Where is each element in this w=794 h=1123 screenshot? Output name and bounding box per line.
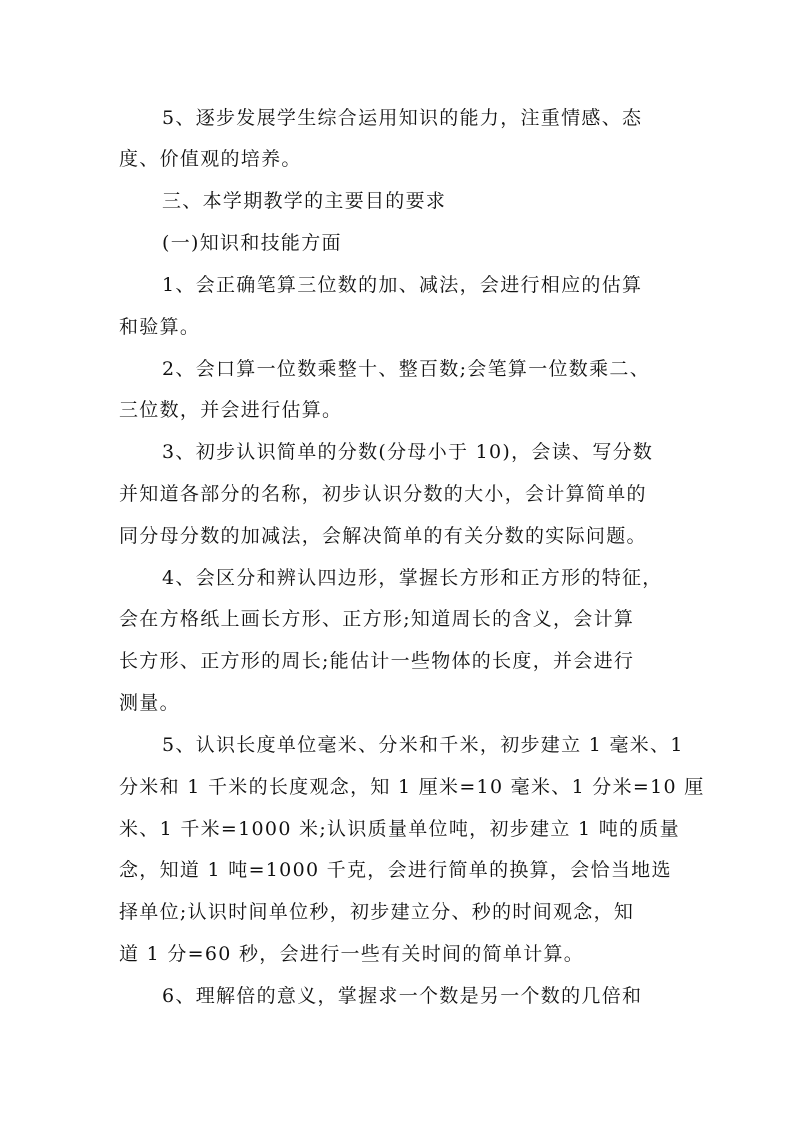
section-heading: 三、本学期教学的主要目的要求 (162, 190, 447, 212)
paragraph-line: 三位数，并会进行估算。 (119, 399, 343, 421)
paragraph-line: 米、1 千米=1000 米;认识质量单位吨，初步建立 1 吨的质量 (119, 818, 680, 840)
paragraph-line: 择单位;认识时间单位秒，初步建立分、秒的时间观念，知 (119, 901, 635, 923)
subsection-heading: (一)知识和技能方面 (162, 232, 342, 254)
paragraph-line: 并知道各部分的名称，初步认识分数的大小，会计算简单的 (119, 483, 647, 505)
paragraph-line: 2、会口算一位数乘整十、整百数;会笔算一位数乘二、 (162, 358, 650, 380)
paragraph-line: 测量。 (119, 692, 180, 714)
paragraph-line: 长方形、正方形的周长;能估计一些物体的长度，并会进行 (119, 650, 635, 672)
paragraph-line: 4、会区分和辨认四边形，掌握长方形和正方形的特征， (162, 567, 663, 589)
paragraph-line: 1、会正确笔算三位数的加、减法，会进行相应的估算 (162, 274, 643, 296)
paragraph-line: 5、逐步发展学生综合运用知识的能力，注重情感、态 (162, 107, 643, 129)
paragraph-line: 会在方格纸上画长方形、正方形;知道周长的含义，会计算 (119, 608, 635, 630)
paragraph-line: 同分母分数的加减法，会解决简单的有关分数的实际问题。 (119, 525, 647, 547)
paragraph-line: 度、价值观的培养。 (119, 148, 302, 170)
paragraph-line: 3、初步认识简单的分数(分母小于 10)，会读、写分数 (162, 441, 654, 463)
paragraph-line: 道 1 分=60 秒，会进行一些有关时间的简单计算。 (119, 943, 585, 965)
paragraph-line: 6、理解倍的意义，掌握求一个数是另一个数的几倍和 (162, 985, 643, 1007)
paragraph-line: 念，知道 1 吨=1000 千克，会进行简单的换算，会恰当地选 (119, 859, 672, 881)
paragraph-line: 5、认识长度单位毫米、分米和千米，初步建立 1 毫米、1 (162, 734, 684, 756)
paragraph-line: 分米和 1 千米的长度观念，知 1 厘米=10 毫米、1 分米=10 厘 (119, 776, 705, 798)
paragraph-line: 和验算。 (119, 316, 201, 338)
